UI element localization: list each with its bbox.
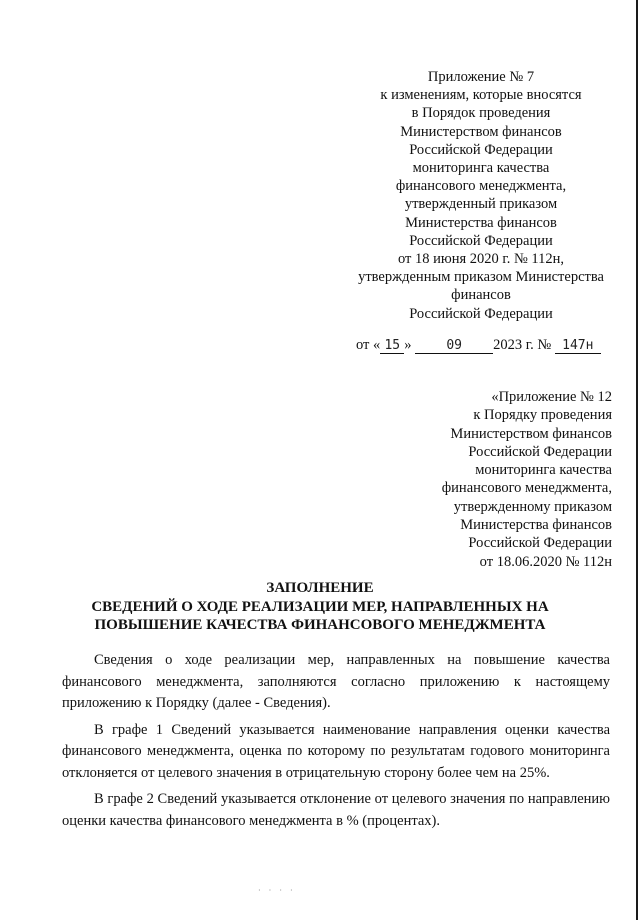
appendix-12-stamp (352, 388, 612, 571)
stamp-line: мониторинга качества (475, 462, 612, 479)
date-prefix: от « (356, 337, 381, 353)
document-body (62, 650, 610, 837)
document-heading (40, 579, 600, 635)
stamp-line: Российской Федерации (409, 232, 553, 249)
order-date-line (356, 337, 601, 354)
heading-line-2: СВЕДЕНИЙ О ХОДЕ РЕАЛИЗАЦИИ МЕР, НАПРАВЛЕННЫХ НА (91, 598, 549, 615)
stamp-line: Российской Федерации (409, 305, 553, 322)
body-paragraph-2: В графе 1 Сведений указывается наименование направления оценки качества финансового менеджмента, оценка по которому по результатам годового мониторинга отклоняется от целевого значения в отрицательную сторону более чем на 25%. (62, 721, 610, 781)
stamp-line: утвержденным приказом Министерства (358, 269, 604, 286)
order-number-field: 147н (555, 338, 601, 354)
stamp-line: Министерства финансов (405, 214, 557, 231)
heading-line-3: ПОВЫШЕНИЕ КАЧЕСТВА ФИНАНСОВОГО МЕНЕДЖМЕНТА (94, 617, 546, 633)
body-paragraph-1: Сведения о ходе реализации мер, направленных на повышение качества финансового менеджмента, заполняются согласно приложению к настоящему приложению к Порядку (далее - Сведения). (62, 652, 610, 711)
stamp-line: от 18.06.2020 № 112н (479, 553, 612, 570)
stamp-line: «Приложение № 12 (491, 389, 612, 405)
stamp-line: финансового менеджмента, (395, 178, 567, 195)
body-paragraph-3: В графе 2 Сведений указывается отклонение от целевого значения по направлению оценки качества финансового менеджмента в % (процентах). (62, 791, 610, 829)
stamp-line: Российской Федерации (409, 141, 553, 158)
stamp-line: в Порядок проведения (411, 105, 551, 122)
stamp-line: Российской Федерации (468, 535, 612, 552)
date-month-field: 09 (415, 338, 493, 354)
stamp-line: к Порядку проведения (473, 407, 612, 424)
date-day-field: 15 (380, 338, 404, 354)
stamp-line: утвержденный приказом (404, 196, 558, 213)
date-close-quote: » (404, 337, 412, 353)
stamp-line: к изменениям, которые вносятся (380, 87, 582, 104)
stamp-line: финансов (451, 287, 511, 304)
scan-speckles: · · · · (258, 886, 296, 895)
stamp-line: Министерством финансов (400, 123, 562, 140)
stamp-line: Российской Федерации (468, 443, 612, 460)
heading-line-1: ЗАПОЛНЕНИЕ (266, 580, 374, 596)
stamp-line: утвержденному приказом (453, 498, 612, 515)
stamp-line: Приложение № 7 (427, 69, 535, 85)
stamp-line: мониторинга качества (412, 160, 550, 177)
scan-edge (636, 0, 638, 920)
stamp-line: от 18 июня 2020 г. № 112н, (397, 251, 565, 268)
stamp-line: Министерства финансов (460, 517, 612, 534)
date-year-text: 2023 г. № (493, 337, 552, 353)
appendix-7-stamp (336, 68, 626, 323)
stamp-line: Министерством финансов (450, 425, 612, 442)
stamp-line: финансового менеджмента, (441, 480, 612, 497)
